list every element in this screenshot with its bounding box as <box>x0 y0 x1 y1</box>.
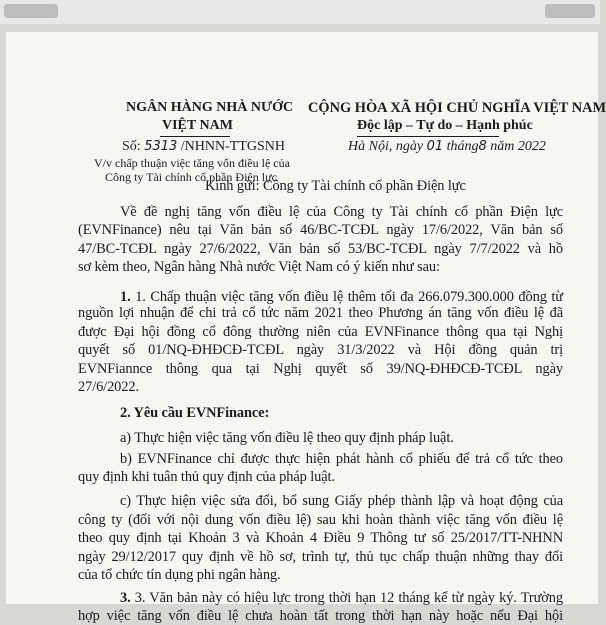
subject-line1: V/v chấp thuận việc tăng vốn điều lệ của <box>94 156 290 170</box>
item-number-3: 3. <box>120 590 131 606</box>
body-line: theo quy định tại Khoản 3 và Khoản 4 Điều 9 Thông tư số 25/2017/TT-NHNN <box>78 530 563 546</box>
status-chip-right <box>545 4 595 18</box>
body-line: công ty (đối với nội dung vốn điều lệ) sau khi hoàn thành việc tăng vốn điều lệ <box>78 512 563 528</box>
body-line: ngày 29/12/2017 quy định về hồ sơ, trình tự, thủ tục chấp thuận những thay đổi <box>78 549 563 565</box>
number-prefix: Số: <box>122 139 141 154</box>
recipient: Kính gửi: Công ty Tài chính cổ phần Điện lực <box>205 178 466 194</box>
agency-name-line2: VIỆT NAM <box>162 118 233 133</box>
date-month-label: tháng <box>446 139 479 154</box>
body-line <box>120 590 563 607</box>
body-line: c) Thực hiện việc sửa đổi, bổ sung Giấy phép thành lập và hoạt động của <box>120 493 563 509</box>
body-line: của tổ chức tín dụng phi ngân hàng. <box>78 567 281 583</box>
body-line: quyết số 01/NQ-ĐHĐCĐ-TCĐL ngày 31/3/2022 và Hội đồng quản trị <box>78 342 563 358</box>
subject-line2: Công ty Tài chính cổ phần Điện lực <box>105 170 277 184</box>
date-month: 8 <box>478 139 487 154</box>
date-place: Hà Nội, ngày <box>348 139 424 154</box>
body-line: quy định khi tuân thủ quy định của pháp luật. <box>78 469 335 485</box>
agency-name-line1: NGÂN HÀNG NHÀ NƯỚC <box>126 100 294 115</box>
body-line: sơ kèm theo, Ngân hàng Nhà nước Việt Nam có ý kiến như sau: <box>78 259 440 275</box>
body-line: 27/6/2022. <box>78 379 139 395</box>
body-line: hợp việc tăng vốn điều lệ chưa hoàn tất trong thời hạn này hoặc nếu Đại hội <box>78 608 563 624</box>
viewer-top-bar <box>0 0 600 24</box>
number-suffix: /NHNN-TTGSNH <box>180 139 285 154</box>
body-line: được Đại hội đồng cổ đông thường niên của EVNFinance thông qua tại Nghị <box>78 324 563 340</box>
body-line: 2. Yêu cầu EVNFinance: <box>120 405 270 421</box>
document-page <box>6 32 606 624</box>
item-number-1: 1. <box>120 289 131 305</box>
agency-underline <box>160 136 230 137</box>
body-line: b) EVNFinance chỉ được thực hiện phát hành cổ phiếu để trả cổ tức theo <box>120 451 563 467</box>
body-line: Về đề nghị tăng vốn điều lệ của Công ty Tài chính cổ phần Điện lực <box>120 204 563 220</box>
item-text: 1. Chấp thuận việc tăng vốn điều lệ thêm tối đa 266.079.300.000 đồng từ <box>135 289 563 305</box>
number-handwritten: 5313 <box>144 139 178 154</box>
item-text: 3. Văn bản này có hiệu lực trong thời hạn 12 tháng kể từ ngày ký. Trường <box>134 590 563 606</box>
body-line <box>120 289 563 306</box>
national-motto: Độc lập – Tự do – Hạnh phúc <box>357 118 533 133</box>
date-day: 01 <box>426 139 444 154</box>
document-number <box>122 139 285 155</box>
body-line: a) Thực hiện việc tăng vốn điều lệ theo quy định pháp luật. <box>120 430 454 446</box>
body-line: nguồn lợi nhuận để chi trả cổ tức năm 2021 theo Phương án tăng vốn điều lệ đã <box>78 305 563 321</box>
republic-name: CỘNG HÒA XÃ HỘI CHỦ NGHĨA VIỆT NAM <box>308 100 606 116</box>
date-year: năm 2022 <box>490 139 546 154</box>
body-line: EVNFiannce thông qua tại Nghị quyết số 39/NQ-ĐHĐCĐ-TCĐL ngày <box>78 361 563 377</box>
status-chip-left <box>4 4 58 18</box>
body-line: 47/BC-TCĐL ngày 27/6/2022, Văn bản số 53/BC-TCĐL ngày 7/7/2022 và hồ <box>78 241 563 257</box>
body-line: (EVNFinance) nêu tại Văn bản số 46/BC-TCĐL ngày 17/6/2022, Văn bản số <box>78 222 563 238</box>
motto-underline <box>357 136 499 137</box>
issue-date <box>348 139 546 155</box>
